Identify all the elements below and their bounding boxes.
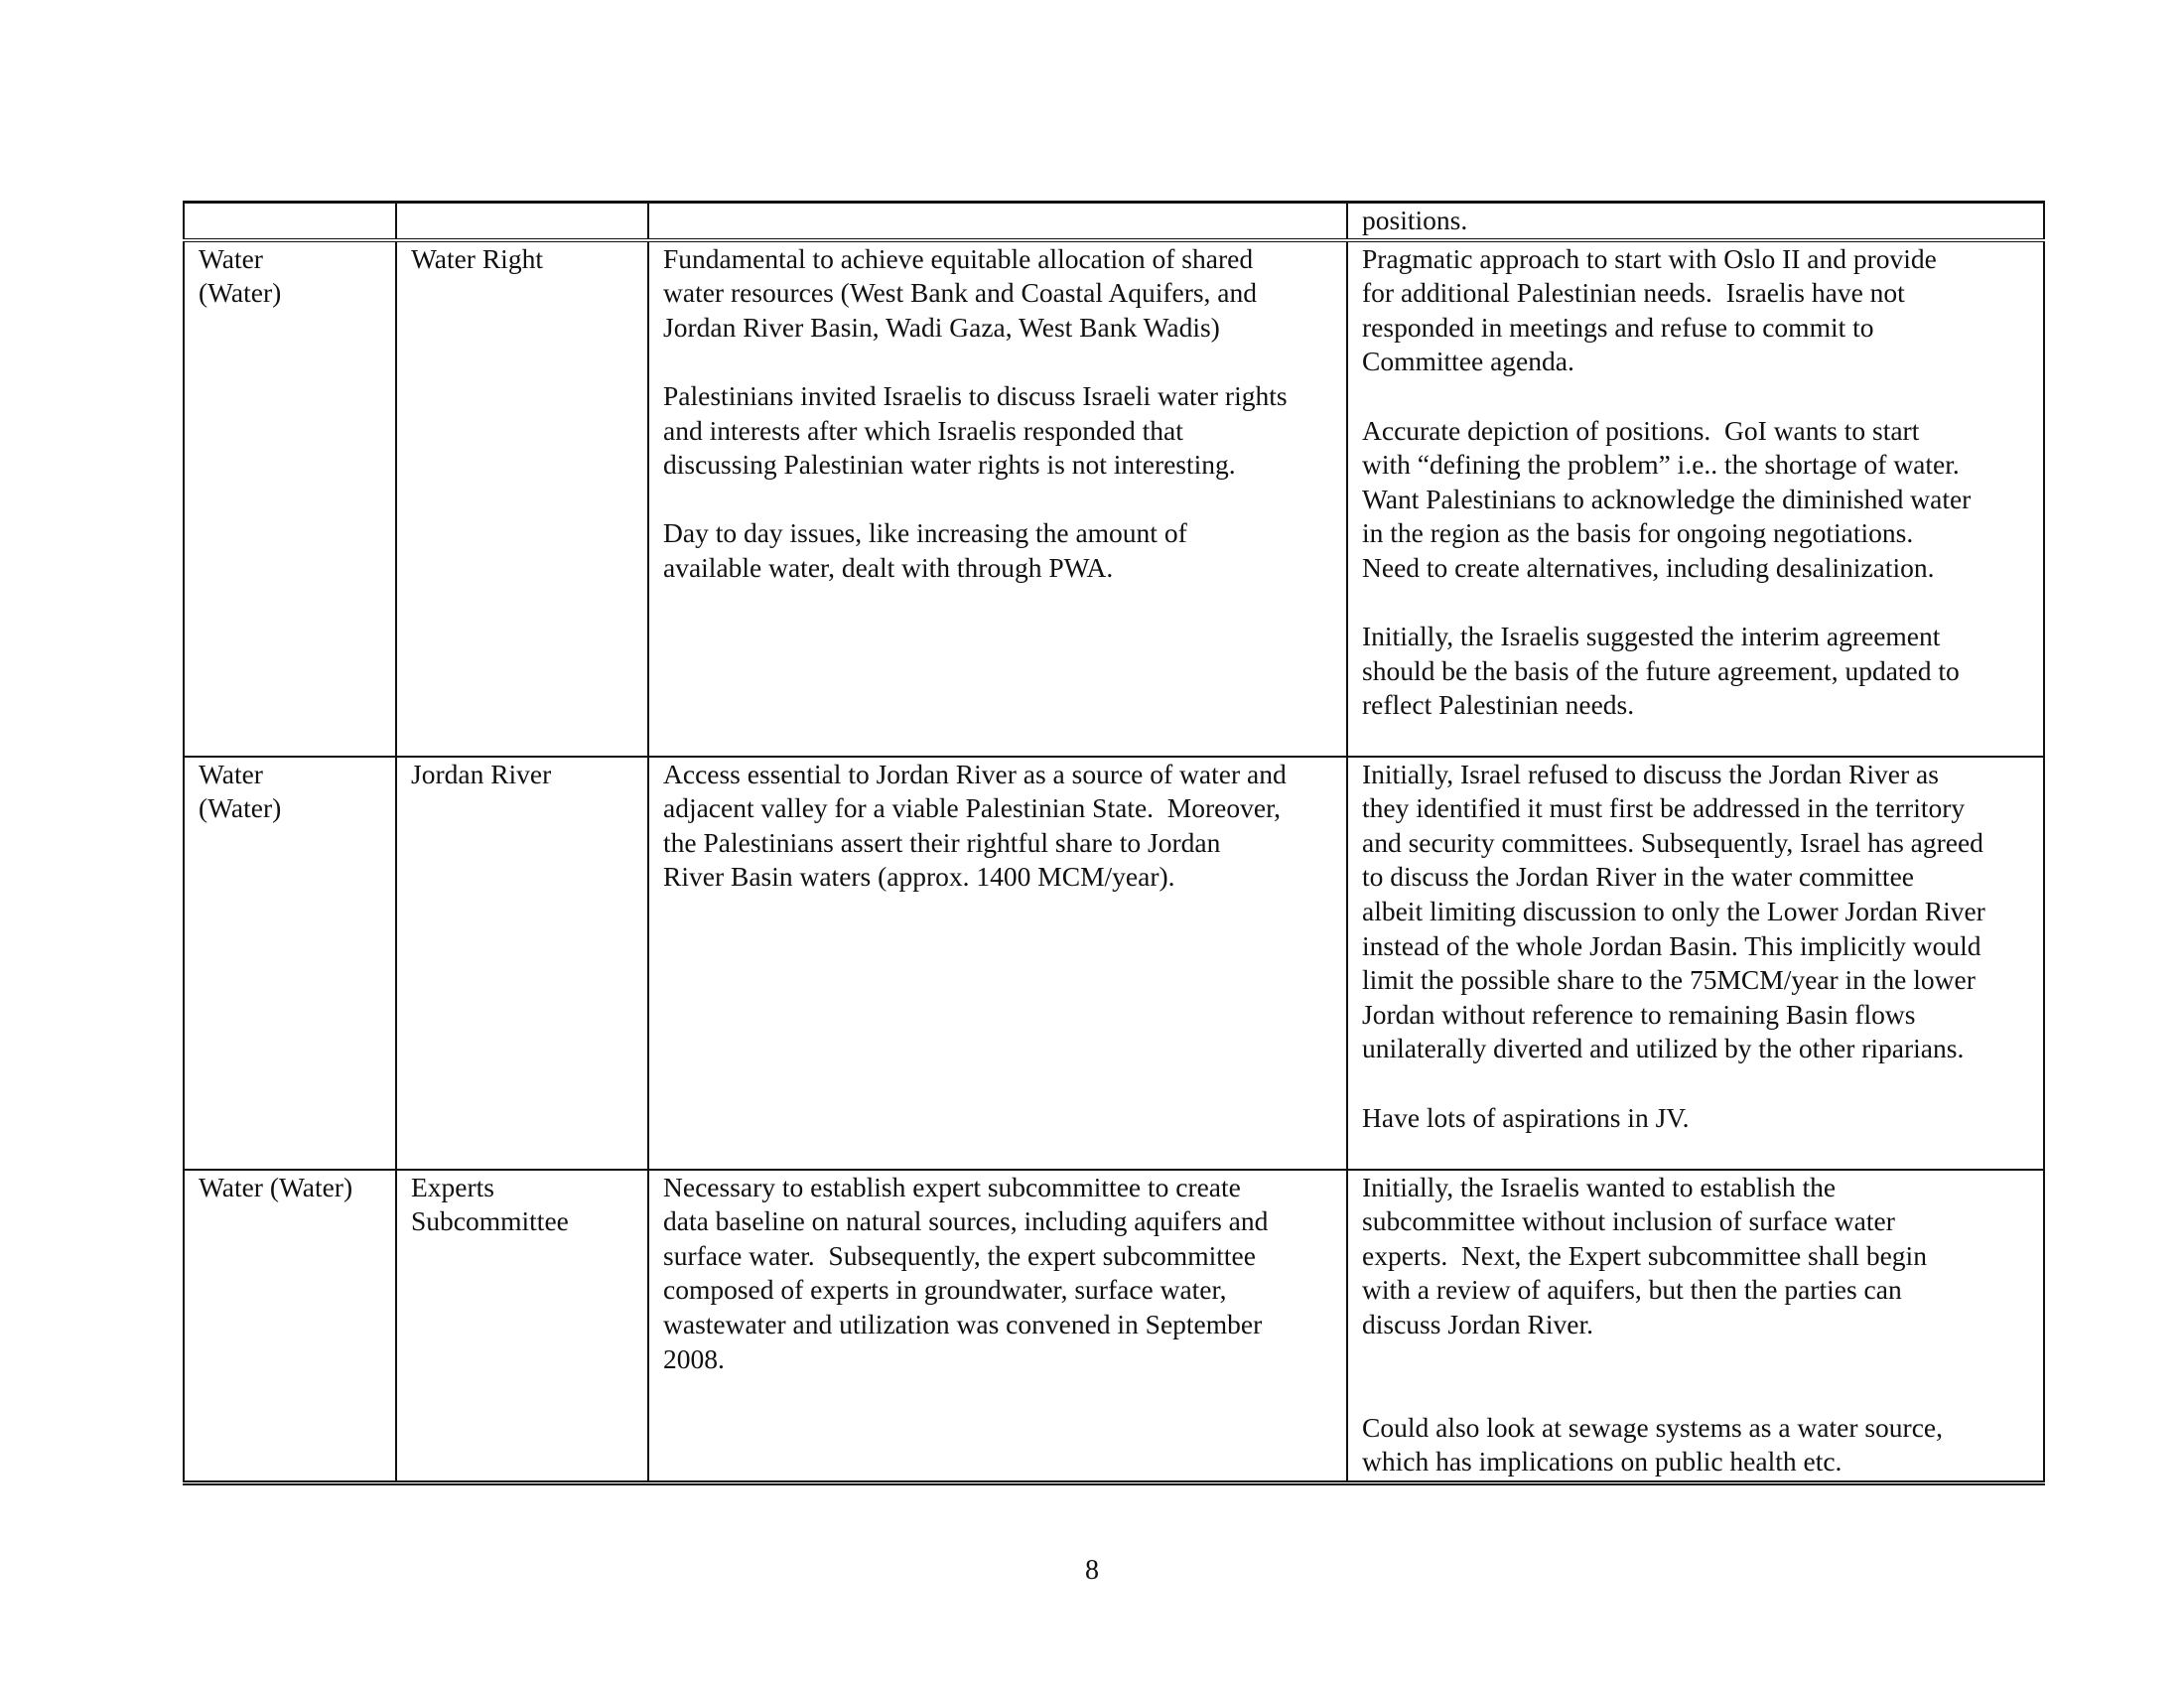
cell-israeli-position	[1347, 757, 2044, 1170]
paragraph: Initially, the Israelis wanted to establish the subcommittee without inclusion of surface water experts. Next, the Expert subcommittee shall begin with a review of aquifers, but then the parties can discuss Jordan River.	[1362, 1171, 1927, 1339]
cell-issue	[184, 240, 396, 757]
paragraph: Accurate depiction of positions. GoI wants to start with “defining the problem” i.e.. the shortage of water. Want Palestinians to acknowledge the diminished water in the region as the basis for ongoing negotiations. Need to create alternatives, including desalinization.	[1362, 414, 1972, 583]
positions-table	[183, 201, 2045, 1485]
cell-text: Water (Water)	[199, 1171, 353, 1202]
paragraph: Necessary to establish expert subcommittee to create data baseline on natural sources, including aquifers and surface water. Subsequently, the expert subcommittee composed of experts in groundwater, surface water, wastewater and utilization was convened in September 2008.	[663, 1171, 1269, 1374]
table-row	[184, 757, 2044, 1170]
page-number: 8	[1085, 1555, 1099, 1586]
table-row	[184, 1170, 2044, 1483]
paragraph: Palestinians invited Israelis to discuss Israeli water rights and interests after which Israelis responded that discussing Palestinian water rights is not interesting.	[663, 379, 1288, 481]
cell-text: Water Right	[411, 242, 543, 274]
cell-text: Water (Water)	[199, 242, 282, 309]
paragraph: Could also look at sewage systems as a water source, which has implications on public health etc.	[1362, 1411, 1943, 1477]
cell-palestinian-position	[648, 240, 1347, 757]
paragraph: Day to day issues, like increasing the amount of available water, dealt with through PWA.	[663, 517, 1187, 583]
cell-issue	[184, 1170, 396, 1483]
cell-palestinian-position	[648, 757, 1347, 1170]
cell-text: Water (Water)	[199, 758, 282, 824]
paragraph: Have lots of aspirations in JV.	[1362, 1101, 1690, 1133]
cell-topic	[396, 1170, 648, 1483]
paragraph: Access essential to Jordan River as a source of water and adjacent valley for a viable Palestinian State. Moreover, the Palestinians assert their rightful share to Jordan River Basin waters (approx. 1400 MCM/year).	[663, 758, 1287, 893]
cell-topic	[396, 240, 648, 757]
paragraph: Fundamental to achieve equitable allocation of shared water resources (West Bank and Coastal Aquifers, and Jordan River Basin, Wadi Gaza, West Bank Wadis)	[663, 242, 1258, 343]
cell-text: Experts Subcommittee	[411, 1171, 569, 1237]
cell-palestinian-position	[648, 1170, 1347, 1483]
table-row-continuation	[184, 203, 2044, 240]
cell-topic	[396, 203, 648, 240]
cell-israeli-position	[1347, 1170, 2044, 1483]
paragraph: Initially, the Israelis suggested the interim agreement should be the basis of the future agreement, updated to reflect Palestinian needs.	[1362, 621, 1960, 721]
cell-palestinian-position	[648, 203, 1347, 240]
cell-text: positions.	[1362, 205, 1468, 235]
cell-text: Jordan River	[411, 758, 552, 789]
cell-issue	[184, 757, 396, 1170]
cell-topic	[396, 757, 648, 1170]
paragraph: Pragmatic approach to start with Oslo II and provide for additional Palestinian needs. Israelis have not responded in meetings and refuse to commit to Committee agenda.	[1362, 242, 1937, 377]
cell-israeli-position	[1347, 240, 2044, 757]
paragraph: Initially, Israel refused to discuss the Jordan River as they identified it must first be addressed in the territory and security committees. Subsequently, Israel has agreed to discuss the Jordan River in the water committee albeit limiting discussion to only the Lower Jordan River instead of the whole Jordan Basin. This implicitly would limit the possible share to the 75MCM/year in the lower Jordan without reference to remaining Basin flows unilaterally diverted and utilized by the other riparians.	[1362, 758, 1985, 1064]
cell-issue	[184, 203, 396, 240]
table-row	[184, 240, 2044, 757]
cell-israeli-position	[1347, 203, 2044, 240]
